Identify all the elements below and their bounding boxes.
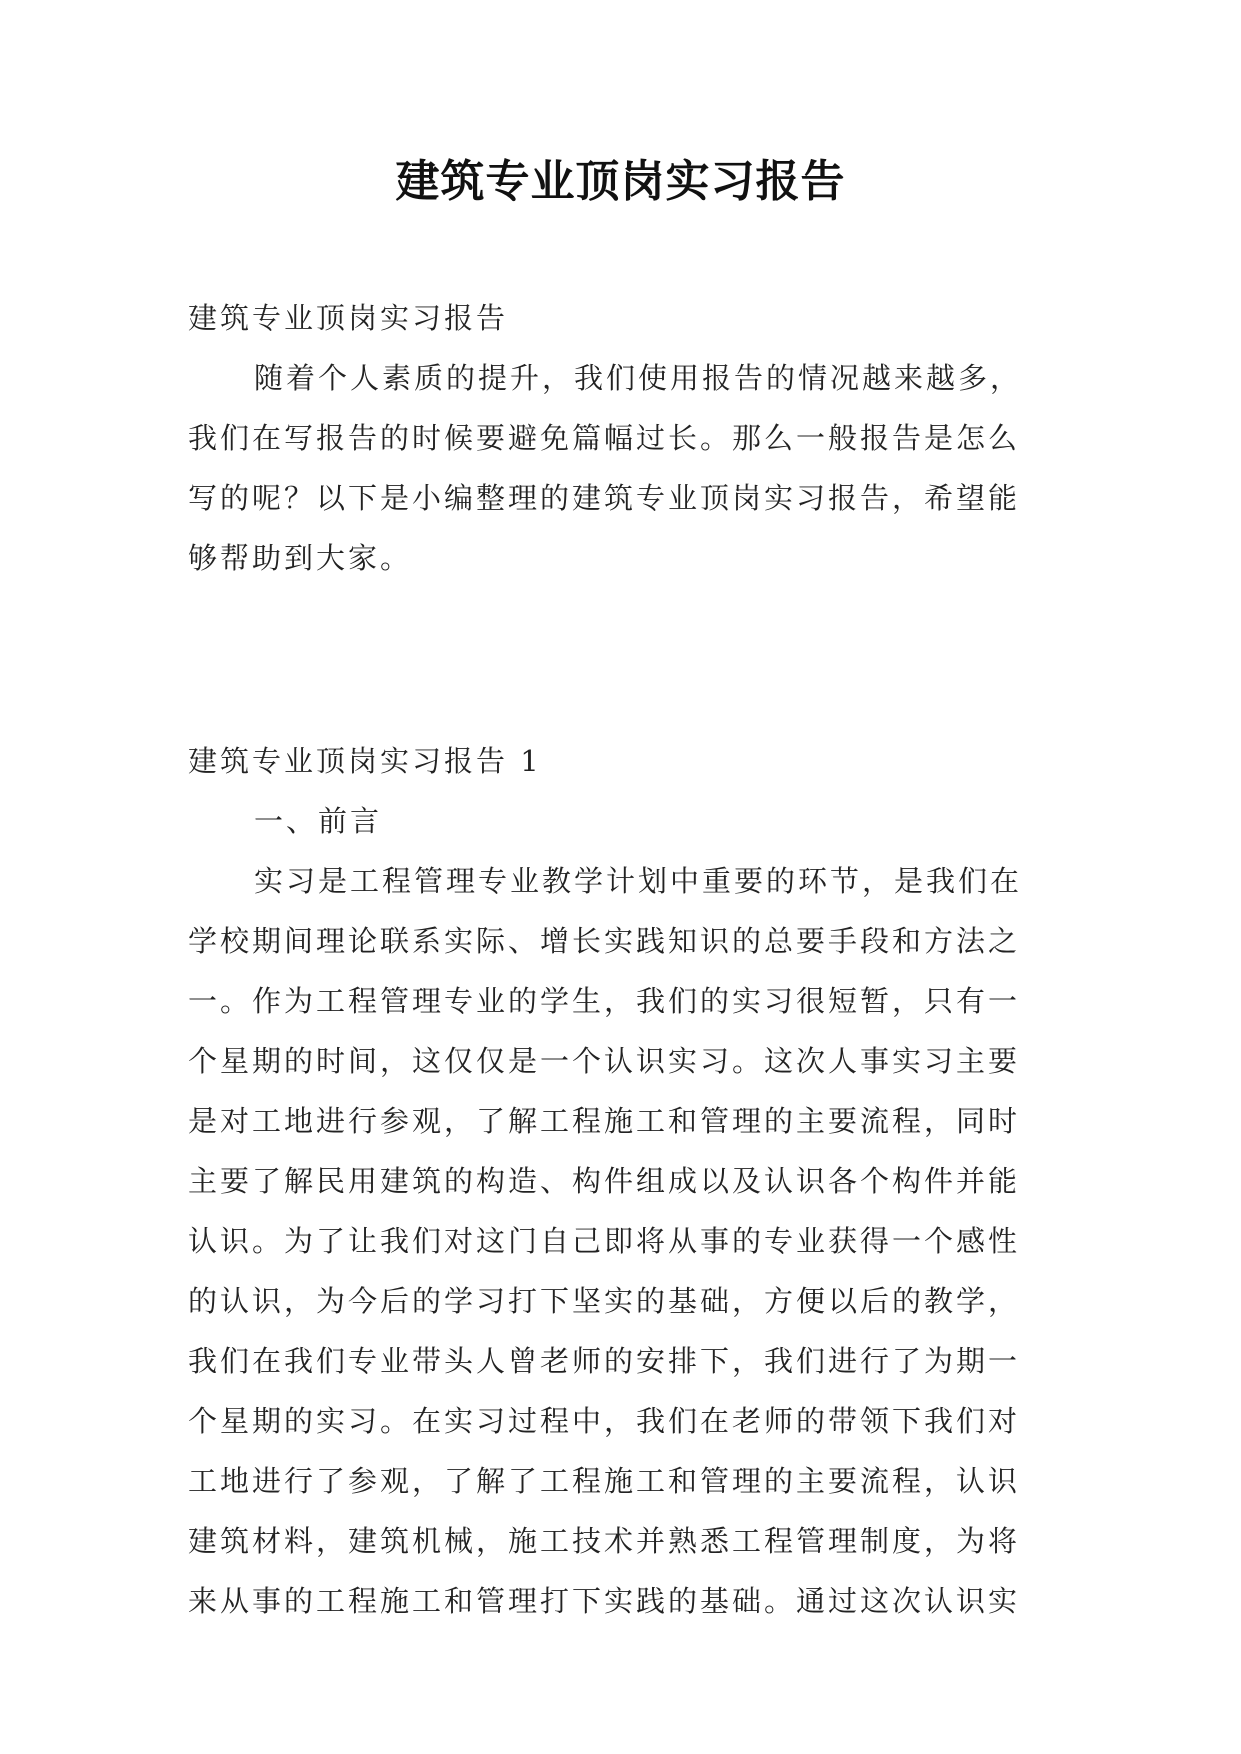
- section-paragraph-line: 认识。为了让我们对这门自己即将从事的专业获得一个感性: [188, 1224, 1021, 1258]
- intro-heading: 建筑专业顶岗实习报告: [188, 301, 509, 335]
- section-paragraph-line: 实习是工程管理专业教学计划中重要的环节，是我们在: [254, 864, 1023, 898]
- section-paragraph-line: 个星期的实习。在实习过程中，我们在老师的带领下我们对: [188, 1404, 1021, 1438]
- section-paragraph-line: 建筑材料，建筑机械，施工技术并熟悉工程管理制度，为将: [188, 1524, 1021, 1558]
- section-paragraph-line: 学校期间理论联系实际、增长实践知识的总要手段和方法之: [188, 924, 1021, 958]
- document-title: 建筑专业顶岗实习报告: [395, 156, 846, 207]
- section-spacer: [188, 588, 1056, 731]
- intro-paragraph-line: 随着个人素质的提升，我们使用报告的情况越来越多，: [254, 361, 1023, 395]
- subsection-heading: 一、前言: [254, 804, 383, 838]
- section-paragraph-line: 主要了解民用建筑的构造、构件组成以及认识各个构件并能: [188, 1164, 1021, 1198]
- document-body: [188, 288, 1056, 1631]
- intro-paragraph-line: 够帮助到大家。: [188, 541, 413, 575]
- section-paragraph-line: 的认识，为今后的学习打下坚实的基础，方便以后的教学，: [188, 1284, 1021, 1318]
- section-heading: 建筑专业顶岗实习报告 1: [188, 744, 542, 778]
- intro-paragraph-line: 我们在写报告的时候要避免篇幅过长。那么一般报告是怎么: [188, 421, 1021, 455]
- intro-paragraph-line: 写的呢？以下是小编整理的建筑专业顶岗实习报告，希望能: [188, 481, 1021, 515]
- section-paragraph-line: 我们在我们专业带头人曾老师的安排下，我们进行了为期一: [188, 1344, 1021, 1378]
- section-paragraph-line: 是对工地进行参观，了解工程施工和管理的主要流程，同时: [188, 1104, 1021, 1138]
- section-paragraph-line: 来从事的工程施工和管理打下实践的基础。通过这次认识实: [188, 1584, 1021, 1618]
- section-paragraph-line: 个星期的时间，这仅仅是一个认识实习。这次人事实习主要: [188, 1044, 1021, 1078]
- section-paragraph-line: 工地进行了参观，了解了工程施工和管理的主要流程，认识: [188, 1464, 1021, 1498]
- section-paragraph-line: 一。作为工程管理专业的学生，我们的实习很短暂，只有一: [188, 984, 1021, 1018]
